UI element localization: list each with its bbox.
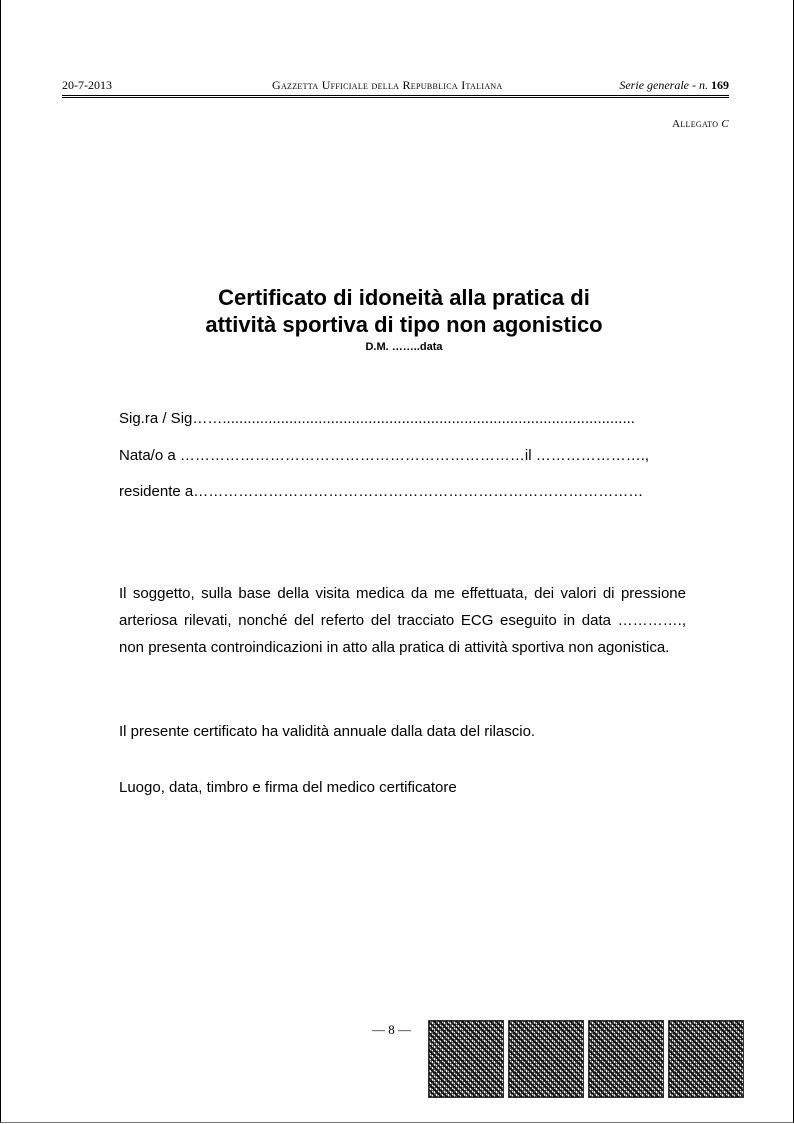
barcode-block-3 bbox=[588, 1020, 664, 1098]
annex-label bbox=[672, 118, 729, 130]
header-rule bbox=[62, 95, 729, 98]
barcode-block-1 bbox=[428, 1020, 504, 1098]
annex-word: Allegato bbox=[672, 118, 719, 130]
birth-field: Nata/o a ……………………………………………………………il …………………., bbox=[119, 447, 650, 464]
header-series bbox=[619, 78, 729, 93]
residence-field: residente a……………………………………………………………………………… bbox=[119, 483, 644, 500]
barcode-block-4 bbox=[668, 1020, 744, 1098]
validity-paragraph: Il presente certificato ha validità annuale dalla data del rilascio. bbox=[119, 723, 536, 740]
certificate-title-line1: Certificato di idoneità alla pratica di bbox=[218, 285, 590, 310]
header-series-number: 169 bbox=[711, 78, 729, 92]
statement-paragraph: Il soggetto, sulla base della visita medica da me effettuata, dei valori di pressione arteriosa rilevati, nonché del referto del tracciato ECG eseguito in data …………., non presenta controindicazioni in atto alla pratica di attività sportiva non agonistica. bbox=[119, 585, 686, 656]
certificate-title-line2: attività sportiva di tipo non agonistico bbox=[205, 312, 603, 337]
signature-line: Luogo, data, timbro e firma del medico certificatore bbox=[119, 779, 457, 796]
decree-reference: D.M. ……..data bbox=[365, 341, 443, 353]
barcode-block-2 bbox=[508, 1020, 584, 1098]
annex-letter: C bbox=[721, 118, 729, 130]
certificate-title bbox=[100, 284, 708, 338]
header-date: 20-7-2013 bbox=[62, 78, 112, 92]
header-publication: Gazzetta Ufficiale della Repubblica Italiana bbox=[272, 78, 503, 92]
header-series-label: Serie generale - n. bbox=[619, 78, 708, 92]
gazette-header bbox=[62, 78, 729, 94]
page-number: — 8 — bbox=[372, 1022, 411, 1037]
name-field: Sig.ra / Sig……................................................................................................... bbox=[119, 410, 635, 427]
barcode-strip bbox=[428, 1020, 744, 1096]
